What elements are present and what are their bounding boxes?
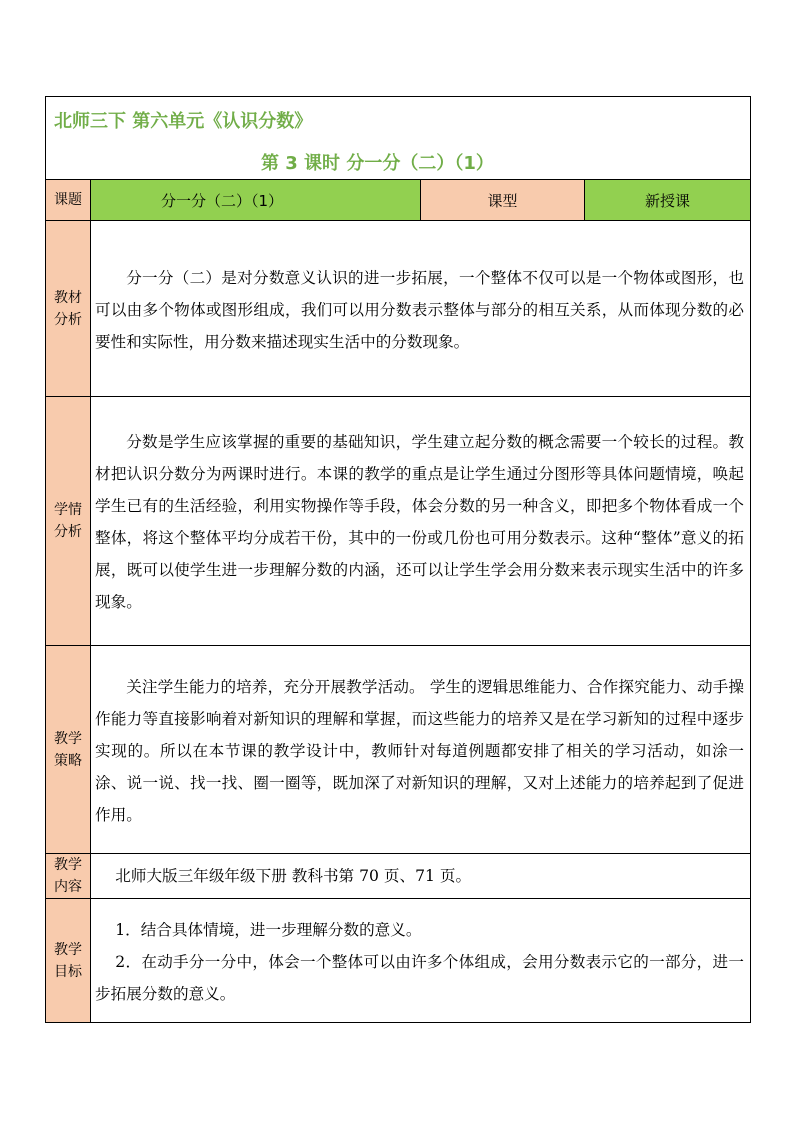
goal-item: 2．在动手分一分中，体会一个整体可以由许多个体组成，会用分数表示它的一部分，进一步拓展分数的意义。 — [95, 952, 744, 1003]
section-body — [91, 397, 751, 646]
goal-item: 1．结合具体情境，进一步理解分数的意义。 — [115, 920, 422, 939]
label-line-2: 策略 — [54, 752, 82, 769]
title-cell — [46, 97, 751, 180]
unit-title: 北师三下 第六单元《认识分数》 — [54, 111, 313, 132]
section-body — [91, 646, 751, 854]
label-line-1: 教材 — [54, 289, 82, 306]
lesson-plan-table — [45, 96, 751, 1023]
lesson-plan-sheet — [45, 96, 750, 1023]
lesson-title: 第 3 课时 分一分（二）（1） — [261, 153, 494, 174]
section-label — [46, 397, 91, 646]
section-body — [91, 899, 751, 1023]
type-label: 课型 — [421, 180, 585, 221]
label-line-1: 学情 — [54, 502, 82, 518]
section-body — [91, 854, 751, 899]
topic-value: 分一分（二）（1） — [91, 180, 421, 221]
info-row — [46, 180, 751, 221]
section-label — [46, 899, 91, 1023]
section-students — [46, 397, 751, 646]
section-label — [46, 646, 91, 854]
material-paragraph: 分一分（二）是对分数意义认识的进一步拓展，一个整体不仅可以是一个物体或图形，也可以由多个物体或图形组成，我们可以用分数表示整体与部分的相互关系，从而体现分数的必要性和实际性，用分数来描述现实生活中的分数现象。 — [95, 268, 744, 351]
section-goals — [46, 899, 751, 1023]
label-line-2: 目标 — [54, 963, 82, 980]
section-strategy — [46, 646, 751, 854]
strategy-paragraph: 关注学生能力的培养，充分开展教学活动。 学生的逻辑思维能力、合作探究能力、动手操作能力等直接影响着对新知识的理解和掌握，而这些能力的培养又是在学习新知的过程中逐步实现的。所以在本节课的教学设计中，教师针对每道例题都安排了相关的学习活动，如涂一涂、说一说、找一找、圈一圈等，既加深了对新知识的理解，又对上述能力的培养起到了促进作用。 — [95, 677, 744, 824]
label-line-2: 分析 — [54, 311, 82, 328]
label-line-1: 教学 — [54, 857, 82, 873]
students-paragraph: 分数是学生应该掌握的重要的基础知识，学生建立起分数的概念需要一个较长的过程。教材把认识分数分为两课时进行。本课的教学的重点是让学生通过分图形等具体问题情境，唤起学生已有的生活经验，利用实物操作等手段，体会分数的另一种含义，即把多个物体看成一个整体，将这个整体平均分成若干份，其中的一份或几份也可用分数表示。这种“整体”意义的拓展，既可以使学生进一步理解分数的内涵，还可以让学生学会用分数来表示现实生活中的许多现象。 — [95, 433, 744, 611]
label-line-1: 教学 — [54, 730, 82, 747]
section-material — [46, 221, 751, 397]
label-line-2: 内容 — [54, 879, 82, 895]
label-line-2: 分析 — [54, 524, 82, 540]
topic-label: 课题 — [46, 180, 91, 221]
section-label — [46, 221, 91, 397]
section-label — [46, 854, 91, 899]
section-content — [46, 854, 751, 899]
type-value: 新授课 — [585, 180, 751, 221]
label-line-1: 教学 — [54, 941, 82, 958]
content-paragraph: 北师大版三年级年级下册 教科书第 70 页、71 页。 — [115, 867, 472, 885]
section-body — [91, 221, 751, 397]
